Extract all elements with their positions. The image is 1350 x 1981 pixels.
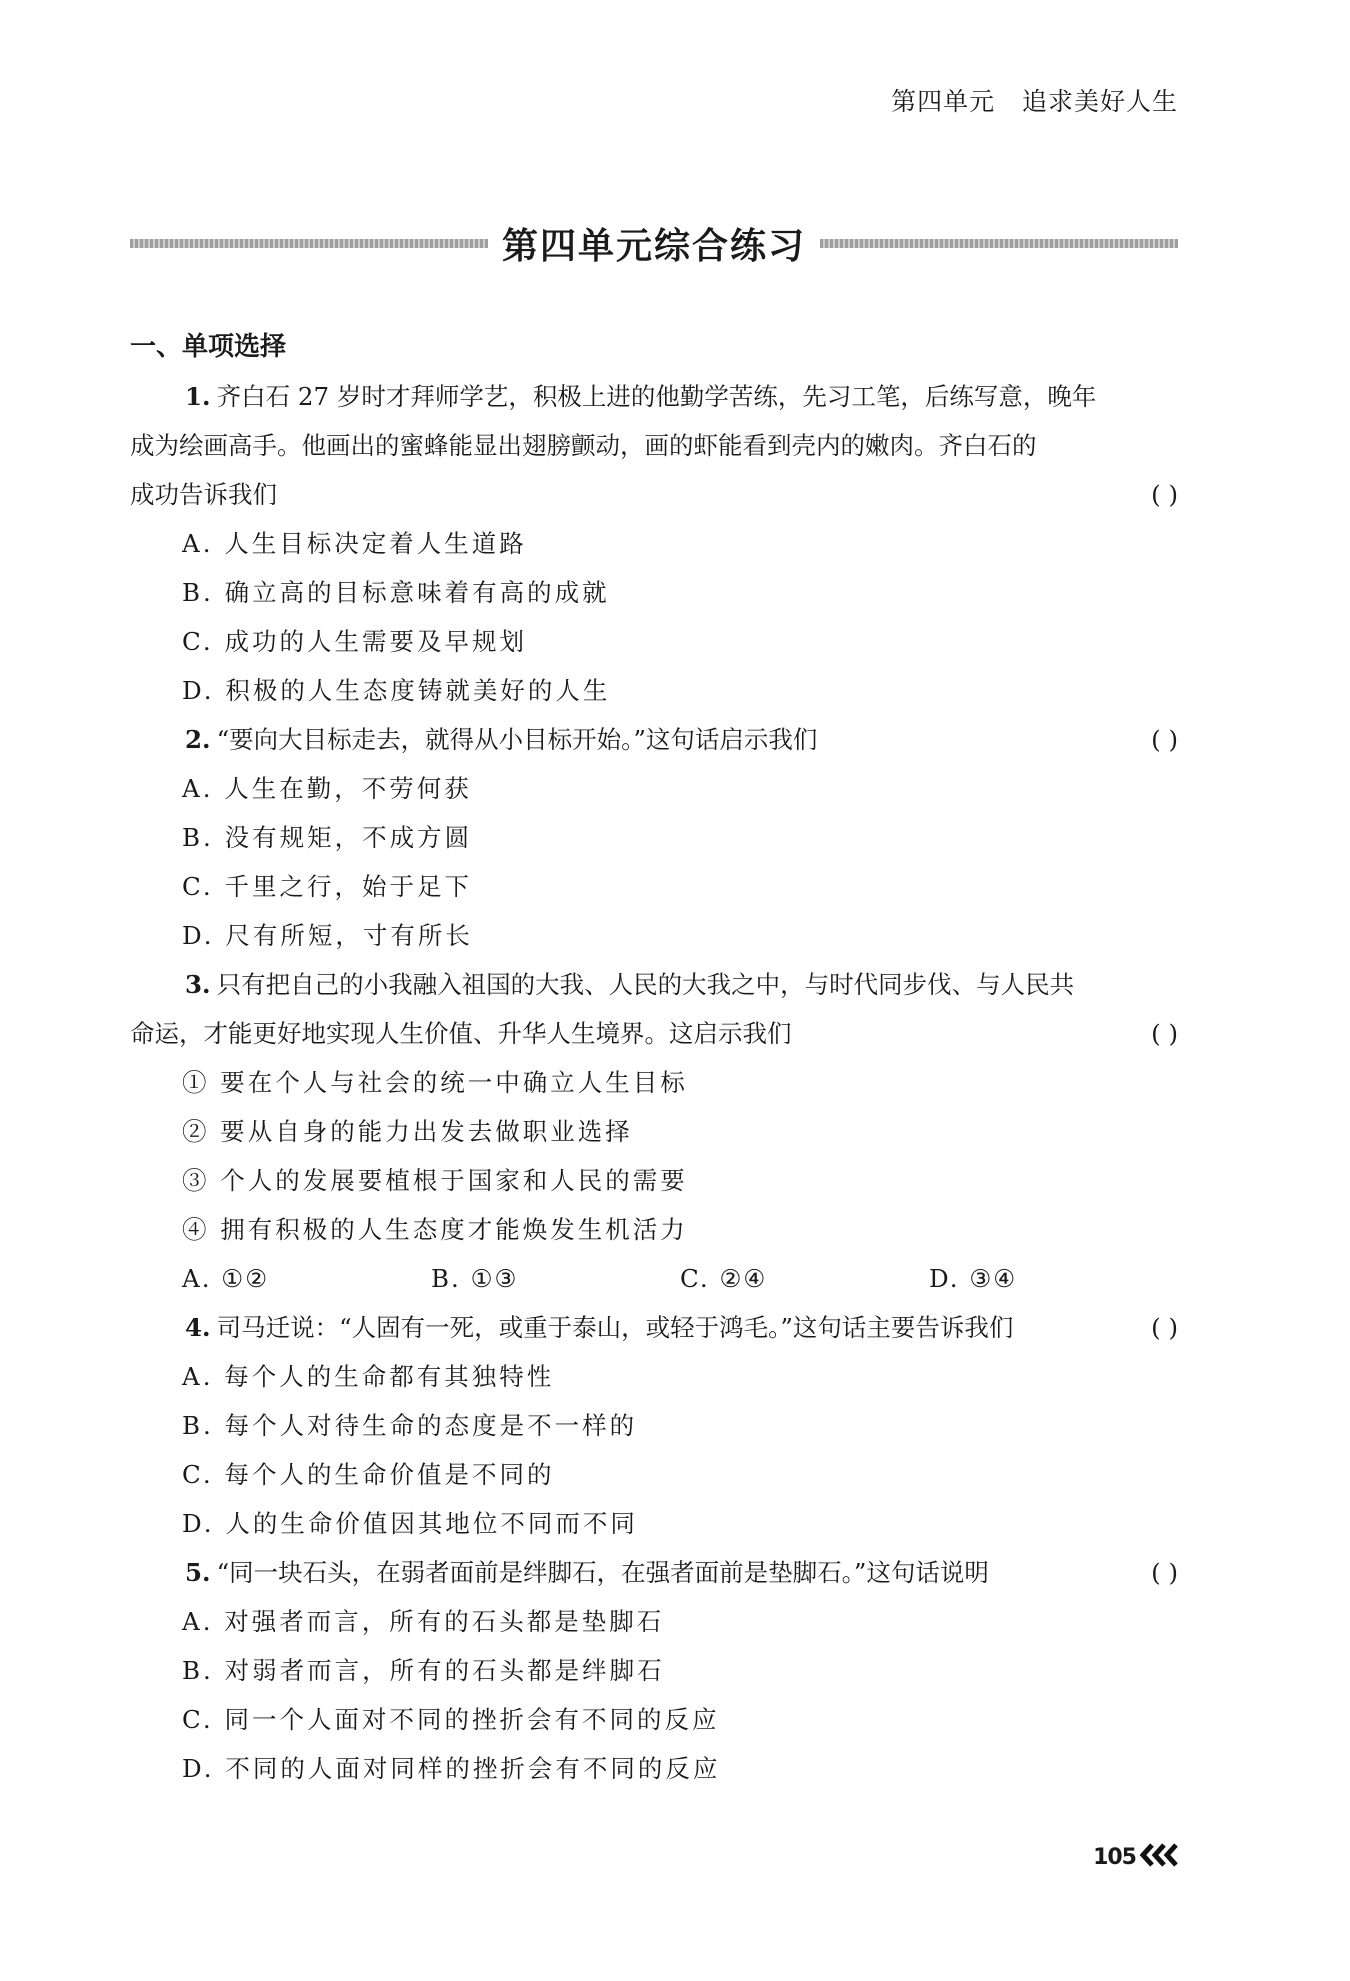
question-stem-line bbox=[130, 960, 1178, 1009]
option-b: B. 每个人对待生命的态度是不一样的 bbox=[182, 1411, 638, 1440]
option-a: A. 对强者而言，所有的石头都是垫脚石 bbox=[182, 1607, 665, 1636]
page-title: 第四单元综合练习 bbox=[502, 225, 807, 267]
section-heading: 一、单项选择 bbox=[130, 332, 287, 362]
question-text: 只有把自己的小我融入祖国的大我、人民的大我之中，与时代同步伐、与人民共 bbox=[216, 970, 1075, 999]
question-5 bbox=[130, 1548, 1178, 1793]
question-stem-line bbox=[130, 470, 1178, 519]
option-c: C. 成功的人生需要及早规划 bbox=[182, 627, 527, 656]
question-4 bbox=[130, 1303, 1178, 1548]
option-a: A. 人生目标决定着人生道路 bbox=[182, 529, 527, 558]
question-number: 1. bbox=[185, 382, 211, 411]
page-footer bbox=[1093, 1842, 1182, 1872]
question-1 bbox=[130, 372, 1178, 715]
title-row bbox=[130, 218, 1178, 268]
question-2 bbox=[130, 715, 1178, 960]
option-d: D. 尺有所短，寸有所长 bbox=[182, 921, 473, 950]
question-text: “要向大目标走去，就得从小目标开始。”这句话启示我们 bbox=[216, 725, 818, 754]
choice-a: A. ①② bbox=[182, 1264, 270, 1293]
option-b: B. 没有规矩，不成方圆 bbox=[182, 823, 473, 852]
title-bar-right bbox=[820, 239, 1178, 248]
question-text: 司马迁说：“人固有一死，或重于泰山，或轻于鸿毛。”这句话主要告诉我们 bbox=[216, 1313, 1014, 1342]
answer-bracket: ( ) bbox=[1151, 1019, 1178, 1048]
header-unit: 第四单元 bbox=[891, 87, 996, 116]
option-a: A. 人生在勤，不劳何获 bbox=[182, 774, 472, 803]
page-number: 105 bbox=[1093, 1844, 1136, 1870]
option-b: B. 对弱者而言，所有的石头都是绊脚石 bbox=[182, 1656, 665, 1685]
option-d: D. 积极的人生态度铸就美好的人生 bbox=[182, 676, 611, 705]
statement-4: ④ 拥有积极的人生态度才能焕发生机活力 bbox=[182, 1215, 688, 1244]
option-d: D. 人的生命价值因其地位不同而不同 bbox=[182, 1509, 638, 1538]
question-3 bbox=[130, 960, 1178, 1303]
answer-bracket: ( ) bbox=[1151, 1558, 1178, 1587]
question-stem-line bbox=[130, 1303, 1178, 1352]
question-number: 2. bbox=[185, 725, 211, 754]
option-d: D. 不同的人面对同样的挫折会有不同的反应 bbox=[182, 1754, 721, 1783]
title-bar-left bbox=[130, 239, 488, 248]
question-text: 命运，才能更好地实现人生价值、升华人生境界。这启示我们 bbox=[130, 1019, 792, 1048]
choice-d: D. ③④ bbox=[929, 1264, 1018, 1293]
question-number: 5. bbox=[185, 1558, 211, 1587]
answer-bracket: ( ) bbox=[1151, 1313, 1178, 1342]
statement-2: ② 要从自身的能力出发去做职业选择 bbox=[182, 1117, 633, 1146]
header-title: 追求美好人生 bbox=[1021, 87, 1178, 116]
question-list bbox=[130, 372, 1178, 1793]
question-text: 齐白石 27 岁时才拜师学艺，积极上进的他勤学苦练，先习工笔，后练写意，晚年 bbox=[216, 382, 1097, 411]
question-number: 4. bbox=[185, 1313, 211, 1342]
option-a: A. 每个人的生命都有其独特性 bbox=[182, 1362, 555, 1391]
answer-bracket: ( ) bbox=[1151, 725, 1178, 754]
choice-b: B. ①③ bbox=[431, 1264, 519, 1293]
statement-1: ① 要在个人与社会的统一中确立人生目标 bbox=[182, 1068, 688, 1097]
question-stem-line bbox=[130, 1009, 1178, 1058]
option-c: C. 每个人的生命价值是不同的 bbox=[182, 1460, 555, 1489]
question-text: “同一块石头，在弱者面前是绊脚石，在强者面前是垫脚石。”这句话说明 bbox=[216, 1558, 989, 1587]
running-header bbox=[891, 82, 1178, 118]
question-stem-line bbox=[130, 1548, 1178, 1597]
question-stem-line: 成为绘画高手。他画出的蜜蜂能显出翅膀颤动，画的虾能看到壳内的嫩肉。齐白石的 bbox=[130, 431, 1037, 460]
choice-c: C. ②④ bbox=[680, 1264, 768, 1293]
question-stem-line bbox=[130, 715, 1178, 764]
answer-bracket: ( ) bbox=[1151, 480, 1178, 509]
option-c: C. 千里之行，始于足下 bbox=[182, 872, 472, 901]
question-stem-line bbox=[130, 372, 1178, 421]
question-text: 成功告诉我们 bbox=[130, 480, 277, 509]
option-c: C. 同一个人面对不同的挫折会有不同的反应 bbox=[182, 1705, 720, 1734]
choice-row bbox=[130, 1254, 1178, 1303]
triple-chevron-left-icon bbox=[1138, 1842, 1182, 1872]
option-b: B. 确立高的目标意味着有高的成就 bbox=[182, 578, 610, 607]
question-number: 3. bbox=[185, 970, 211, 999]
statement-3: ③ 个人的发展要植根于国家和人民的需要 bbox=[182, 1166, 688, 1195]
